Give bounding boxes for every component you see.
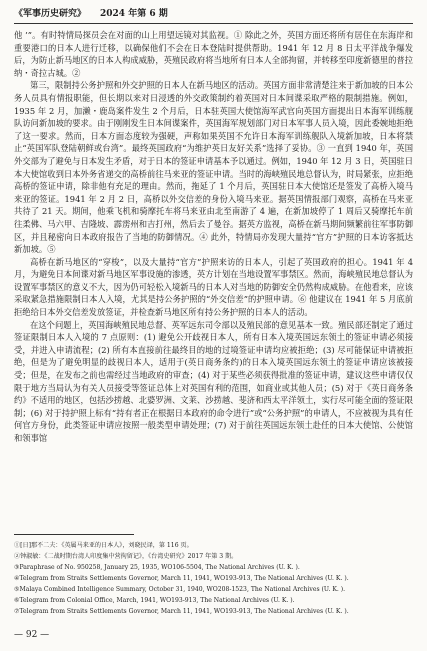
- footnote: ⑤Malaya Combined Intelligence Summary, October 31, 1940, WO208-1523, The National Archives (U. K. ).: [14, 586, 346, 593]
- running-header: [14, 6, 413, 22]
- footnote: ⑥Telegram from Colonial Office, March, 1941, WO193-913, The National Archives (U. K. ).: [14, 597, 295, 604]
- paragraph: 第三，限制持公务护照和外交护照的日本人在新马地区的活动。英国方面非常清楚注来于新加坡的日本公务人员具有情报职能，但长期以来对日浸透的外交政策制约着英国对日本间谍采取严格的限制措施。例如，1935 年 2 月，加濑・鹿岛案件发生 2 个月后，日本驻英国大使馆海军武官向英国方面提出日本海军训练舰队访问新加坡的要求。由于刚刚发生日本间谍案件，英国海军规划部门对日本军事人员入境，因此委婉地拒绝了这一要求。然而，日本方面态度较为强硬，声称如果英国不允许日本海军训练舰队入境新加坡，日本将禁止“英国军队登陆朝鲜或台湾”。最终英国政府“为维护英日友好关系”选择了妥协。③ 一直到 1940 年，英国外交部为了避免与日本发生矛盾，对于日本的签证申请基本予以通过。例如，1940 年 12 月 3 日，英国驻日本大使馆收到日本外务省递交的高桥前往马来亚的签证申请。当时的海峡殖民地总督认为，时局紧张，应拒绝高桥的签证申请，除非他有充足的理由。然而，拖延了 1 个月后，英国驻日本大使馆还是签发了高桥入境马来亚的签证。1941 年 2 月 2 日，高桥以外交信差的身份入境马来亚。据英国情报部门观察，高桥在马来亚共待了 21 天。期间，他乘飞机和骑摩托车将马来亚由北至南游了 4 遍，在新加坡停了 1 周后又骑摩托车前往柔佛、马六甲、吉隆坡、霹雳州和吉打州，然后去了曼谷。据英方监视，高桥在新马期间频繁前往军事防御区，并且秘密向日本政府报告了当地的防御情况。④ 此外，特情局亦发现大量持“官方”护照的日本访客抵达新加坡。⑤: [14, 80, 413, 255]
- issue-label: 2024 年第 6 期: [100, 9, 168, 19]
- paragraph: 他 ’”。有时特情局探员会在对面的山上用望远镜对其监视。① 除此之外，英国方面还将所有居住在东海岸和重要港口的日本人进行迁移，以确保他们不会在日本登陆时提供帮助。1941 年 12 月 8 日太平洋战争爆发后，为防止新马地区的日本人构成威胁，英殖民政府将当地所有日本人全部拘留，并转移至印度新德里的普拉纳・奇拉古城。②: [14, 30, 413, 78]
- paragraph: 高桥在新马地区的“穿梭”，以及大量持“官方”护照来访的日本人，引起了英国政府的担心。1941 年 4 月，为避免日本间谍对新马地区军事设施的渗透，英方计划在当地设置军事禁区。然而，海峡殖民地总督认为设置军事禁区的意义不大，因为仍可轻松入境新马的日本人对当地的防御安全仍然构成威胁。在他看来，应该采取紧急措施限制日本人入境，尤其是持公务护照的“外交信差”的护照申请。⑥ 他建议在 1941 年 5 月底前拒绝给日本外交信差发放签证，并检查新马地区所有持公务护照的日本人的活动。: [14, 256, 413, 318]
- footnote-rule: [14, 534, 134, 535]
- journal-title: 《军事历史研究》: [14, 9, 87, 19]
- page-number: — 92 —: [14, 630, 50, 640]
- footnote: ③Paraphrase of No. 950258, January 25, 1935, WO106-5504, The National Archives (U. K. ).: [14, 564, 300, 571]
- footnote: ①[日]那不二夫：《英属马来亚的日本人》，刘晓民译，第 116 页。: [14, 542, 193, 549]
- footnote: ④Telegram from Straits Settlements Governor, March 11, 1941, WO193-913, The National Archives (U. K. ).: [14, 575, 349, 582]
- paragraph: 在这个问题上，英国海峡殖民地总督、英军远东司令部以及殖民部的意见基本一致。殖民部还制定了通过签证限制日本人入境的 7 点原则：(1) 避免公开歧视日本人，所有日本入境英国远东领土的签证申请必须接受，并进入申请流程；(2) 所有本直接前往最终目的地的过境签证申请均应被拒绝；(3) 尽可能保证申请被拒绝，但是为了避免明显的歧视日本人，适用于(英日商务条约)的日本入境英国远东领土的签证申请应该被接受；但是，在发布之前也需经过当地政府的审查；(4) 对于某些必须获得批准的签证申请，建议这些申请仅仅限于地方当局认为有关人员接受等签证总体上对英国有利的范围，如商业或其他人员；(5) 对于《英日商务条约》不适用的地区，包括沙捞越、北婆罗洲、文莱、沙捞越、斐济和西太平洋领土，实行尽可能全面的签证限制；(6) 对于持护照上标有“持有者正在根据日本政府的命令进行”或“公务护照”的申请人，不应被视为具有任何官方身份，此类签证申请应按照一般类型申请处理；(7) 对于前往英国远东领土赴任的日本大使馆、公使馆和领事馆: [14, 319, 413, 443]
- footnote: ②钟淑敏：《二战时期台湾人印度集中营拘留记》，《台湾史研究》2017 年第 3 期。: [14, 553, 238, 560]
- footnotes: [14, 540, 413, 617]
- header-rule: [14, 23, 413, 24]
- article-body: [14, 29, 413, 445]
- footnote: ⑦Telegram from Straits Settlements Governor, March 11, 1941, WO193-913, The National Archives (U. K. ).: [14, 608, 349, 615]
